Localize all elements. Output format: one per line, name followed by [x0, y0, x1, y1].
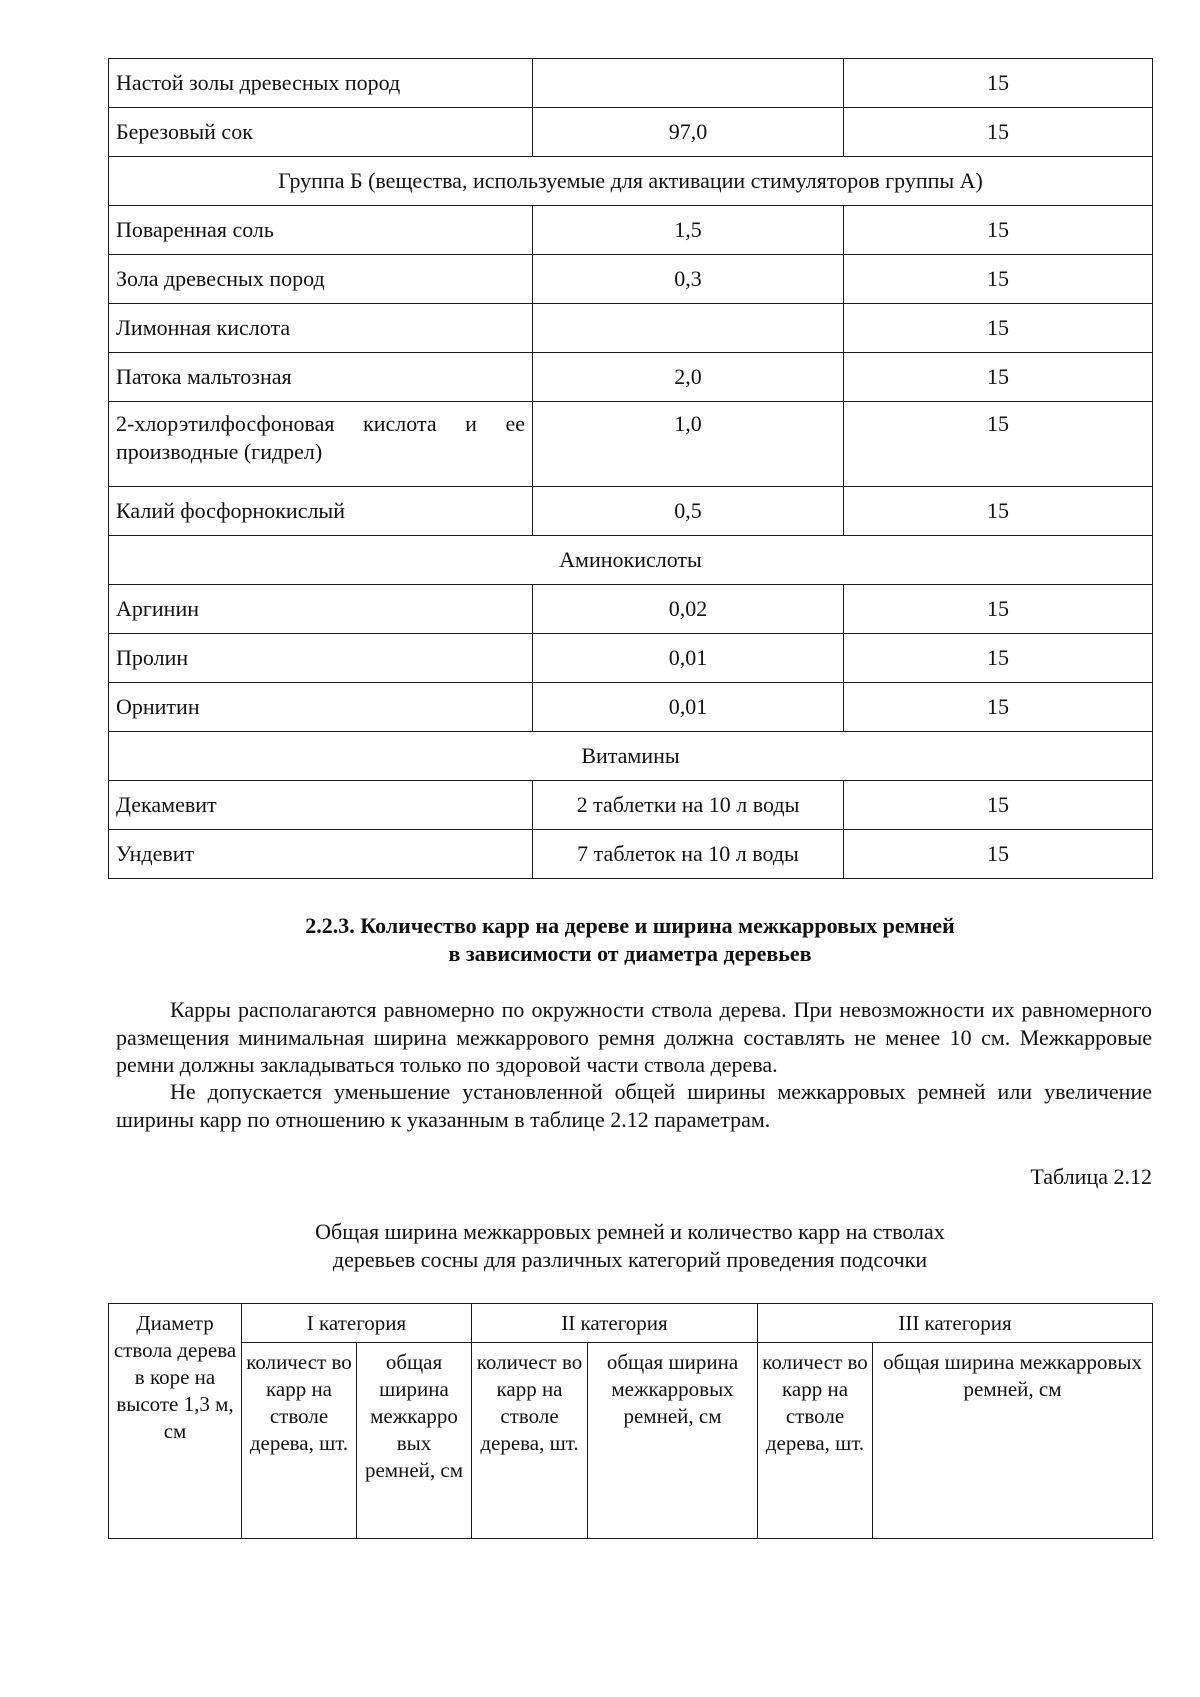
interval: 15	[844, 255, 1153, 304]
cat1-count-header: количест во карр на стволе дерева, шт.	[242, 1343, 357, 1539]
table-row	[109, 683, 1153, 732]
interval: 15	[844, 683, 1153, 732]
interval: 15	[844, 353, 1153, 402]
substance-name: Лимонная кислота	[109, 304, 533, 353]
table-row	[109, 304, 1153, 353]
table-row	[109, 402, 1153, 487]
category-1-header: I категория	[242, 1304, 472, 1343]
category-2-header: II категория	[472, 1304, 758, 1343]
interval: 15	[844, 206, 1153, 255]
interval: 15	[844, 487, 1153, 536]
substance-name: Аргинин	[109, 585, 533, 634]
cat1-width-header: общая ширина межкарро вых ремней, см	[357, 1343, 472, 1539]
concentration: 97,0	[533, 108, 844, 157]
concentration	[533, 304, 844, 353]
substance-name: Ундевит	[109, 830, 533, 879]
substance-name: Настой золы древесных пород	[109, 59, 533, 108]
cat3-width-header: общая ширина межкарровых ремней, см	[873, 1343, 1153, 1539]
paragraph-1-text: Карры располагаются равномерно по окружности ствола дерева. При невозможности их равномерного размещения минимальная ширина межкаррового ремня должна составлять не менее 10 см. Межкарровые ремни должны закладываться только по здоровой части ствола дерева.	[116, 997, 1152, 1077]
table-row	[109, 353, 1153, 402]
table-row	[109, 634, 1153, 683]
header-row-subcolumns	[109, 1343, 1153, 1539]
interval: 15	[844, 781, 1153, 830]
table-row	[109, 781, 1153, 830]
table-row	[109, 830, 1153, 879]
table-row	[109, 487, 1153, 536]
concentration: 1,0	[533, 402, 844, 487]
table-row	[109, 59, 1153, 108]
group-label: Группа Б (вещества, используемые для активации стимуляторов группы А)	[109, 157, 1153, 206]
table-number-label: Таблица 2.12	[1030, 1164, 1152, 1189]
paragraph-2	[116, 1078, 1152, 1133]
interval: 15	[844, 402, 1153, 487]
heading-line-1: 2.2.3. Количество карр на дереве и ширина межкарровых ремней	[305, 913, 955, 938]
interval: 15	[844, 585, 1153, 634]
cat2-width-header: общая ширина межкарровых ремней, см	[588, 1343, 758, 1539]
interval: 15	[844, 830, 1153, 879]
cat2-count-header: количест во карр на стволе дерева, шт.	[472, 1343, 588, 1539]
group-row	[109, 536, 1153, 585]
concentration: 0,01	[533, 683, 844, 732]
substance-name: Пролин	[109, 634, 533, 683]
concentration: 7 таблеток на 10 л воды	[533, 830, 844, 879]
substance-name: Зола древесных пород	[109, 255, 533, 304]
concentration: 0,3	[533, 255, 844, 304]
paragraph-2-text: Не допускается уменьшение установленной общей ширины межкарровых ремней или увеличение ширины карр по отношению к указанным в таблице 2.12 параметрам.	[116, 1079, 1152, 1132]
diameter-header: Диаметр ствола дерева в коре на высоте 1,3 м, см	[109, 1304, 242, 1539]
table-row	[109, 108, 1153, 157]
substance-name: Орнитин	[109, 683, 533, 732]
substance-name: Поваренная соль	[109, 206, 533, 255]
group-label: Аминокислоты	[109, 536, 1153, 585]
table-caption	[108, 1218, 1152, 1274]
substance-name: Декамевит	[109, 781, 533, 830]
concentration: 2,0	[533, 353, 844, 402]
tapping-categories-table	[108, 1303, 1153, 1539]
interval: 15	[844, 108, 1153, 157]
paragraph-1	[116, 996, 1152, 1079]
substance-name: Березовый сок	[109, 108, 533, 157]
substance-name: Калий фосфорнокислый	[109, 487, 533, 536]
caption-line-1: Общая ширина межкарровых ремней и количество карр на стволах	[315, 1219, 945, 1244]
table-row	[109, 206, 1153, 255]
concentration	[533, 59, 844, 108]
group-row	[109, 157, 1153, 206]
substance-name: Патока мальтозная	[109, 353, 533, 402]
interval: 15	[844, 304, 1153, 353]
heading-line-2: в зависимости от диаметра деревьев	[448, 941, 812, 966]
stimulants-table	[108, 58, 1153, 879]
interval: 15	[844, 634, 1153, 683]
cat3-count-header: количест во карр на стволе дерева, шт.	[758, 1343, 873, 1539]
group-row	[109, 732, 1153, 781]
substance-name: 2-хлорэтилфосфоновая кислота и ее производные (гидрел)	[109, 402, 533, 487]
interval: 15	[844, 59, 1153, 108]
caption-line-2: деревьев сосны для различных категорий проведения подсочки	[332, 1247, 928, 1272]
concentration: 1,5	[533, 206, 844, 255]
concentration: 2 таблетки на 10 л воды	[533, 781, 844, 830]
category-3-header: III категория	[758, 1304, 1153, 1343]
section-heading	[108, 912, 1152, 968]
concentration: 0,5	[533, 487, 844, 536]
concentration: 0,02	[533, 585, 844, 634]
group-label: Витамины	[109, 732, 1153, 781]
concentration: 0,01	[533, 634, 844, 683]
header-row-categories	[109, 1304, 1153, 1343]
table-row	[109, 255, 1153, 304]
table-row	[109, 585, 1153, 634]
